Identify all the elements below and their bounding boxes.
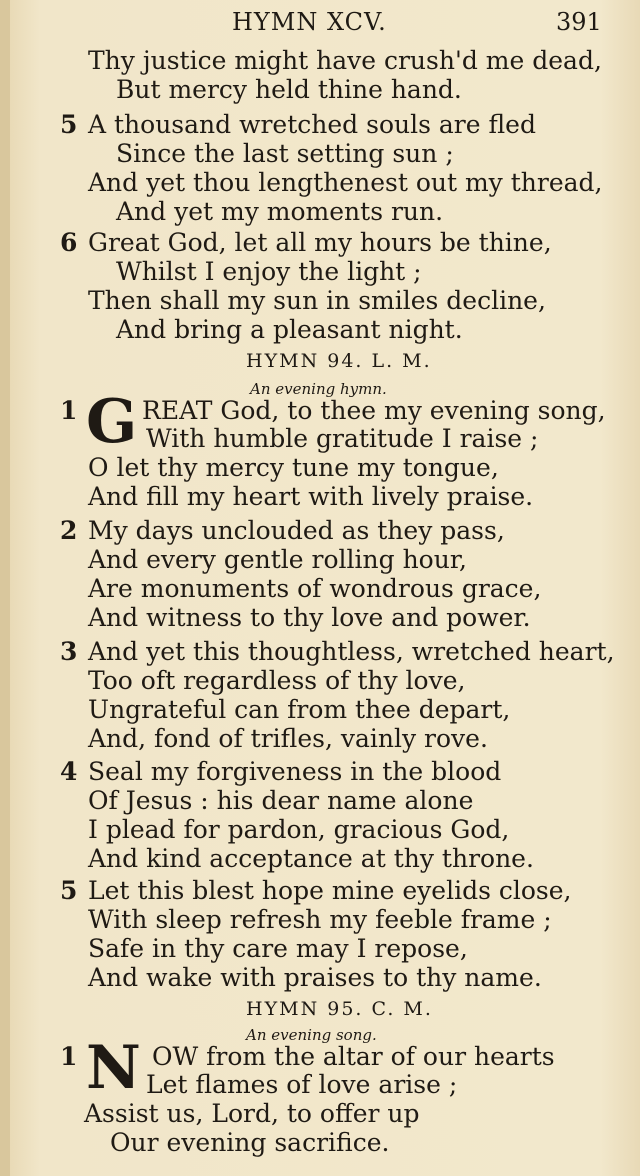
verse-line: Ungrateful can from thee depart, xyxy=(88,695,511,724)
verse-line: And yet my moments run. xyxy=(116,197,444,226)
verse-line: With humble gratitude I raise ; xyxy=(146,424,539,453)
verse-line: Thy justice might have crush'd me dead, xyxy=(88,46,602,75)
verse-line: Assist us, Lord, to offer up xyxy=(84,1099,420,1128)
stanza-number: 1 xyxy=(60,1042,78,1071)
stanza-number: 3 xyxy=(60,637,78,666)
verse-line: And yet thou lengthenest out my thread, xyxy=(88,168,603,197)
stanza-number: 5 xyxy=(60,110,78,139)
stanza-number: 4 xyxy=(60,757,78,786)
verse-line: Of Jesus : his dear name alone xyxy=(88,786,474,815)
verse-line: I plead for pardon, gracious God, xyxy=(88,815,510,844)
drop-cap: G xyxy=(86,387,138,457)
verse-line: And kind acceptance at thy throne. xyxy=(88,844,534,873)
stanza-number: 1 xyxy=(60,396,78,425)
verse-line: But mercy held thine hand. xyxy=(116,75,462,104)
page-number: 391 xyxy=(556,8,602,36)
verse-line: With sleep refresh my feeble frame ; xyxy=(88,905,552,934)
verse-line: Let this blest hope mine eyelids close, xyxy=(88,876,572,905)
verse-line: And, fond of trifles, vainly rove. xyxy=(88,724,488,753)
verse-line: Our evening sacrifice. xyxy=(110,1128,390,1157)
verse-line: And witness to thy love and power. xyxy=(88,603,531,632)
verse-line: OW from the altar of our hearts xyxy=(152,1042,555,1071)
page-gutter xyxy=(0,0,10,1176)
drop-cap: N xyxy=(86,1033,141,1103)
hymn-subtitle: An evening song. xyxy=(246,1026,377,1044)
verse-line: And yet this thoughtless, wretched heart, xyxy=(88,637,615,666)
stanza-number: 6 xyxy=(60,228,78,257)
verse-line: Are monuments of wondrous grace, xyxy=(88,574,542,603)
verse-line: And wake with praises to thy name. xyxy=(88,963,542,992)
verse-line: And every gentle rolling hour, xyxy=(88,545,467,574)
hymn-heading: HYMN 95. C. M. xyxy=(246,998,433,1020)
verse-line: Whilst I enjoy the light ; xyxy=(116,257,422,286)
running-head-title: HYMN XCV. xyxy=(232,8,387,36)
verse-line: A thousand wretched souls are fled xyxy=(88,110,536,139)
verse-line: And bring a pleasant night. xyxy=(116,315,463,344)
verse-line: And fill my heart with lively praise. xyxy=(88,482,534,511)
hymn-heading: HYMN 94. L. M. xyxy=(246,350,432,372)
verse-line: My days unclouded as they pass, xyxy=(88,516,505,545)
stanza-number: 5 xyxy=(60,876,78,905)
running-head xyxy=(0,8,640,44)
verse-line: Safe in thy care may I repose, xyxy=(88,934,468,963)
verse-line: Since the last setting sun ; xyxy=(116,139,454,168)
verse-line: Great God, let all my hours be thine, xyxy=(88,228,552,257)
stanza-number: 2 xyxy=(60,516,78,545)
verse-line: Too oft regardless of thy love, xyxy=(88,666,466,695)
hymn-subtitle: An evening hymn. xyxy=(250,380,387,398)
verse-line: O let thy mercy tune my tongue, xyxy=(88,453,499,482)
verse-line: Then shall my sun in smiles decline, xyxy=(88,286,546,315)
verse-line: REAT God, to thee my evening song, xyxy=(142,396,606,425)
verse-line: Let flames of love arise ; xyxy=(146,1070,458,1099)
verse-line: Seal my forgiveness in the blood xyxy=(88,757,502,786)
